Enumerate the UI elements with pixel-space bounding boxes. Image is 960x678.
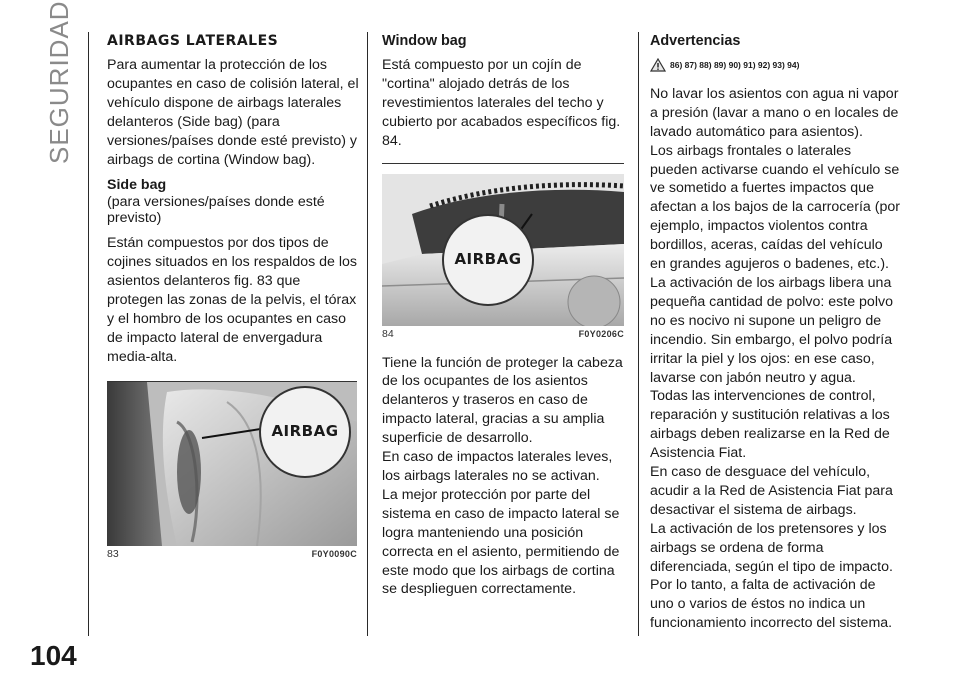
intro-paragraph: Para aumentar la protección de los ocupantes en caso de colisión lateral, el vehículo dispone de airbags laterales delanteros (Side bag) (para versiones/países donde esté previsto) y airbags de cortina (Window bag). xyxy=(107,57,359,168)
figure-caption xyxy=(107,546,357,564)
column-divider xyxy=(367,32,368,636)
airbag-label: AIRBAG xyxy=(271,422,339,441)
airbag-label-circle xyxy=(442,214,534,306)
warning-icon xyxy=(650,58,666,72)
subheading-advertencias: Advertencias xyxy=(650,33,741,49)
window-bag-paragraph: Tiene la función de proteger la cabeza de los ocupantes de los asientos delanteros y traseros en caso de impacto lateral, gracias a su amplia superficie de desarrollo. En caso de impactos laterales leves, los airbags laterales no se activan. La mejor protección por parte del sistema en caso de impacto lateral se logra manteniendo una posición correcta en el asiento, permitiendo de este modo que los airbags de cortina se desplieguen correctamente. xyxy=(382,354,623,598)
subheading-window-bag: Window bag xyxy=(382,33,467,49)
airbag-label-circle xyxy=(259,386,351,478)
figure-code: F0Y0090C xyxy=(311,549,357,560)
figure-code: F0Y0206C xyxy=(578,329,624,340)
column-advertencias xyxy=(650,32,902,641)
figure-number: 83 xyxy=(107,548,119,561)
figure-number: 84 xyxy=(382,328,394,341)
airbag-label: AIRBAG xyxy=(454,250,522,269)
figure-83 xyxy=(107,381,357,564)
side-bag-note: (para versiones/países donde esté previsto) xyxy=(107,194,325,227)
figure-caption xyxy=(382,326,624,344)
side-bag-paragraph: Están compuestos por dos tipos de cojines situados en los respaldos de los asientos delanteros fig. 83 que protegen las zonas de la pelvis, el tórax y el hombro de los ocupantes en caso de impacto lateral de envergadura media-alta. xyxy=(107,235,358,365)
window-airbag-photo xyxy=(382,174,624,326)
warning-refs-list: 86) 87) 88) 89) 90) 91) 92) 93) 94) xyxy=(670,60,800,70)
figure-84 xyxy=(382,163,624,344)
subheading-side-bag: Side bag xyxy=(107,177,167,194)
column-divider xyxy=(638,32,639,636)
warning-references xyxy=(650,56,902,75)
seat-airbag-photo xyxy=(107,382,357,546)
column-divider xyxy=(88,32,89,636)
section-title: SEGURIDAD xyxy=(44,0,74,164)
page-number: 104 xyxy=(30,640,77,671)
window-bag-intro: Está compuesto por un cojín de "cortina" alojado detrás de los revestimientos laterales del techo y cubierto por acabados específicos fig. 84. xyxy=(382,57,621,149)
column-airbags-laterales xyxy=(107,32,360,564)
advertencias-paragraph: No lavar los asientos con agua ni vapor a presión (lavar a mano o en locales de lavado automático para asientos). Los airbags frontales o laterales pueden activarse cuando el vehículo se ve sometido a fuertes impactos que afectan a los bajos de la carrocería (por ejemplo, impactos violentos contra bordillos, aceras, caídas del vehículo en grandes agujeros o badenes, etc.). La activación de los airbags libera una pequeña cantidad de polvo: este polvo no es nocivo ni supone un peligro de incendio. Sin embargo, el polvo podría irritar la piel y los ojos: en ese caso, lavarse con jabón neutro y agua. Todas las intervenciones de control, reparación y sustitución relativas a los airbags deben realizarse en la Red de Asistencia Fiat. En caso de desguace del vehículo, acudir a la Red de Asistencia Fiat para desactivar el sistema de airbags. La activación de los pretensores y los airbags se ordena de forma diferenciada, según el tipo de impacto. Por lo tanto, a falta de activación de uno o varios de éstos no indica un funcionamiento incorrecto del sistema. xyxy=(650,85,900,632)
section-heading: AIRBAGS LATERALES xyxy=(107,33,279,49)
column-window-bag xyxy=(382,32,630,607)
